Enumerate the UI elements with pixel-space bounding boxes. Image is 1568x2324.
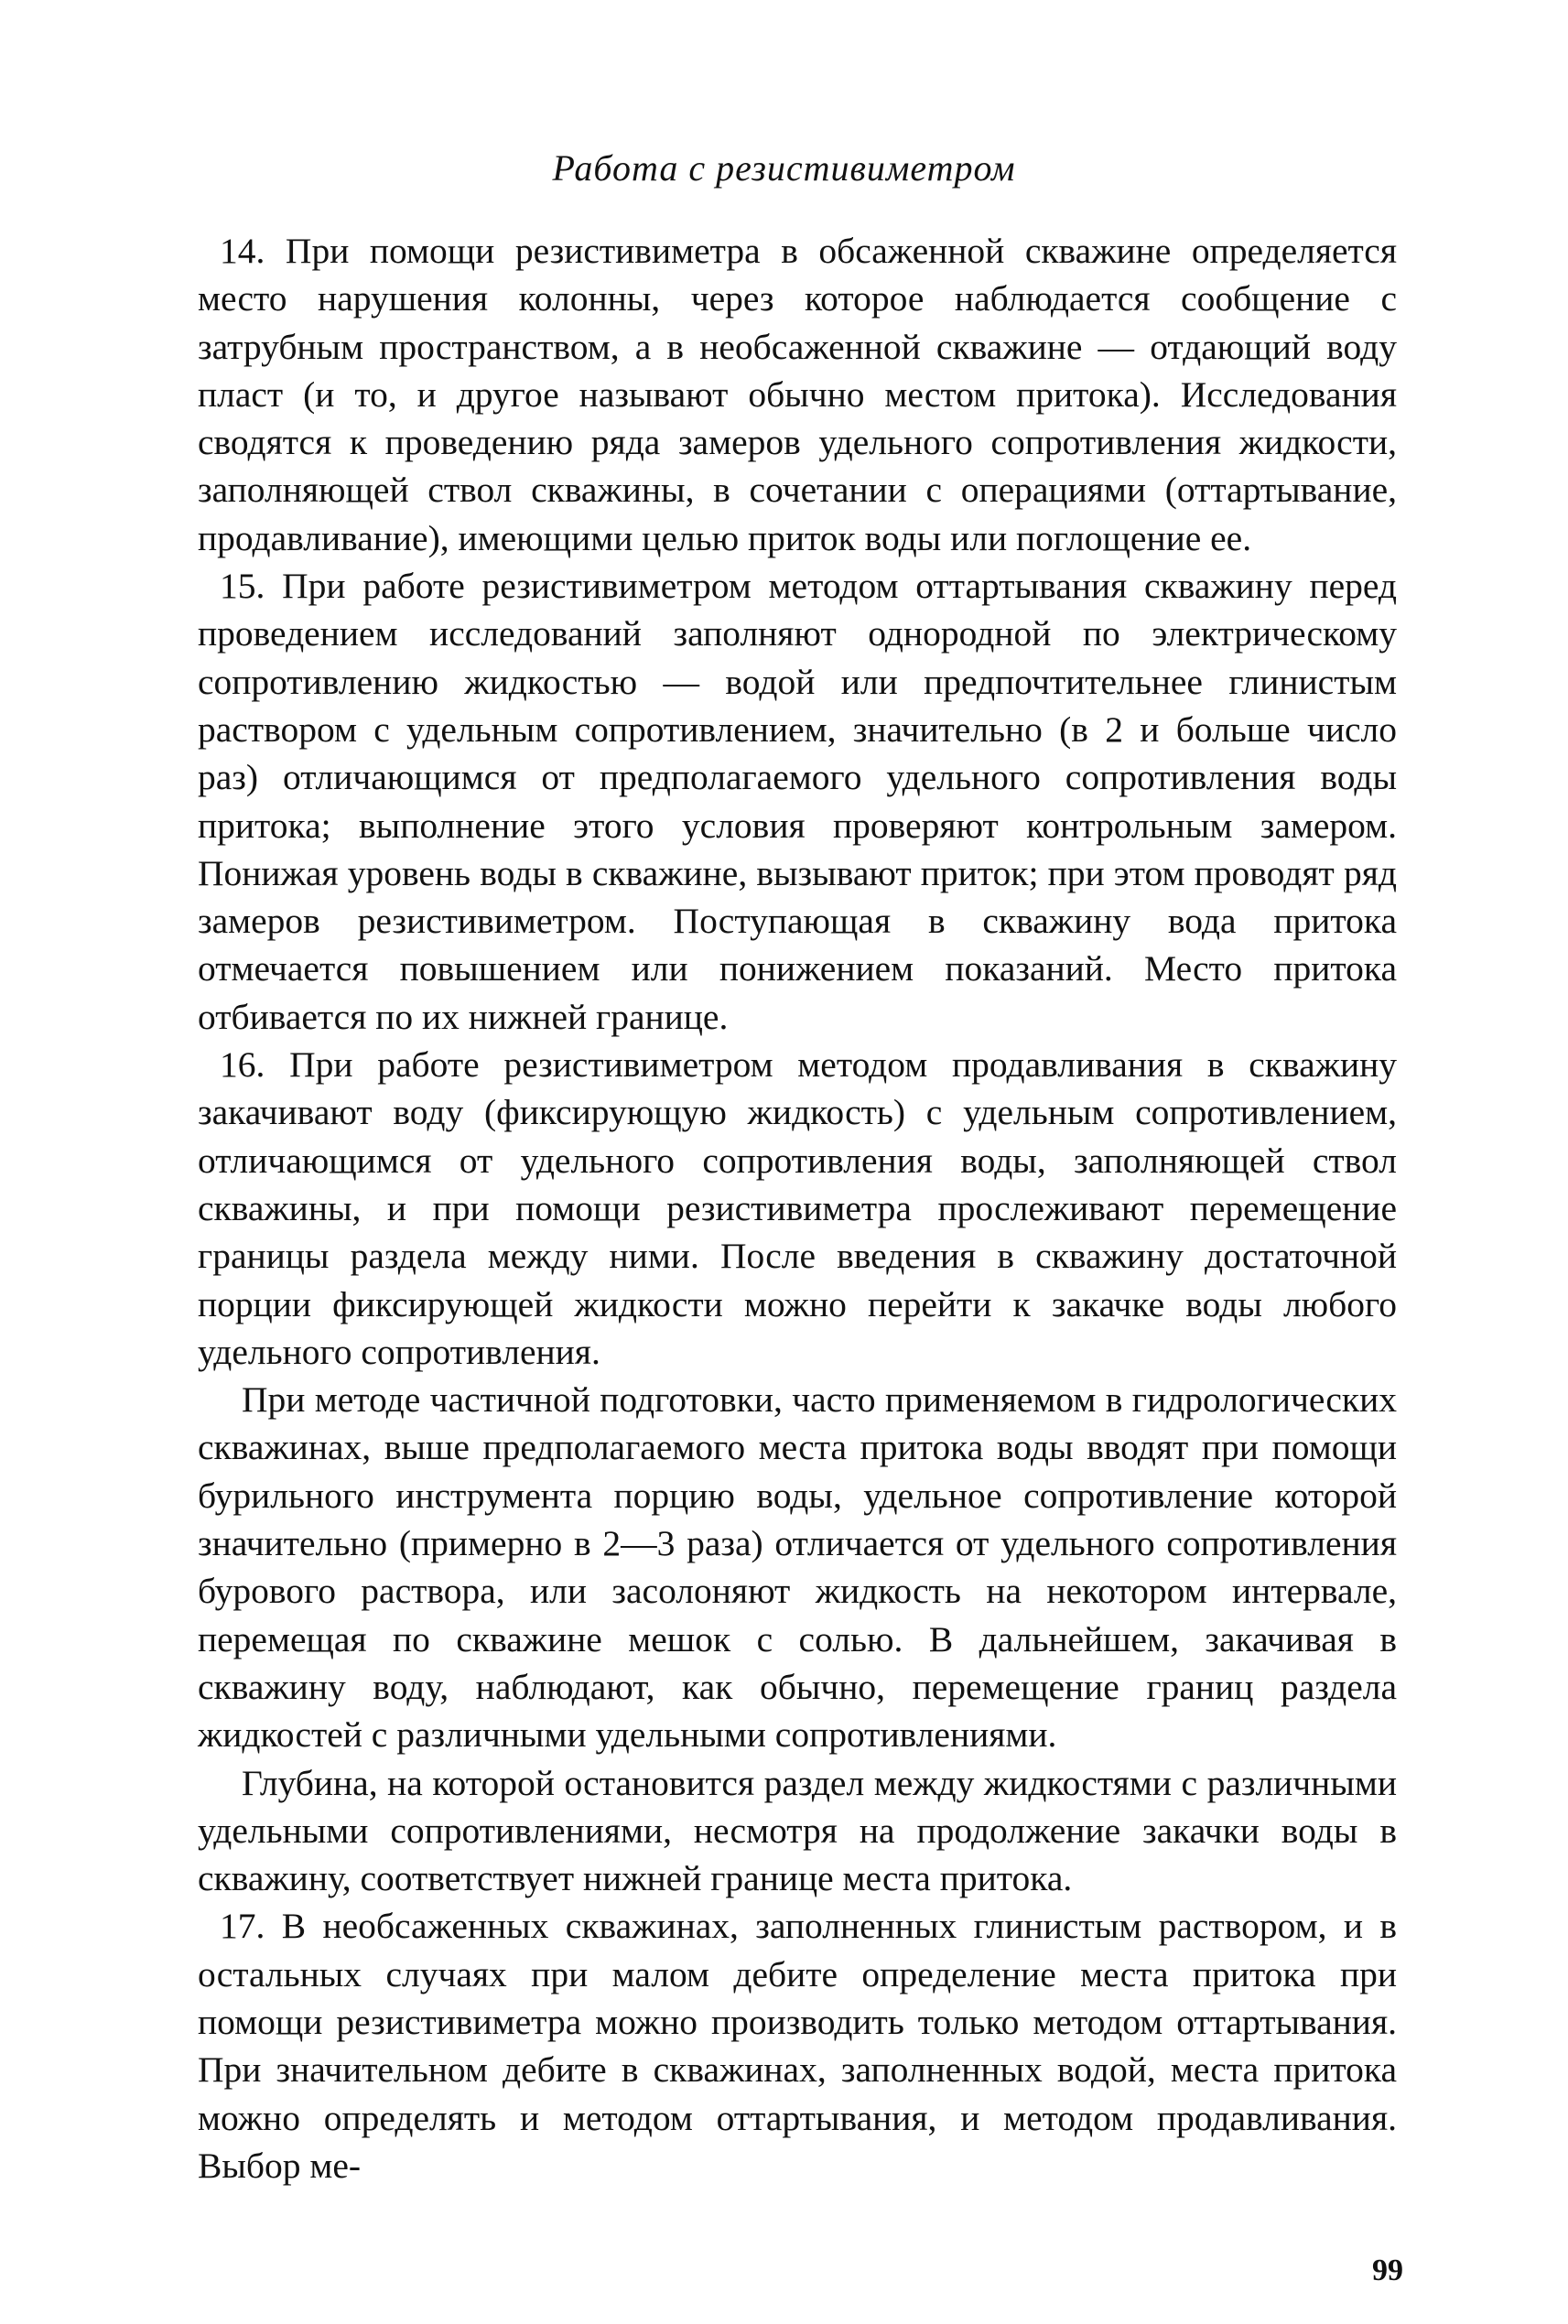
paragraph-16: 16. При работе резистивиметром методом продавливания в скважину закачивают воду (фиксирующую жидкость) с удельным сопротивлением, отличающимся от удельного сопротивления воды, заполняющей ствол скважины, и при помощи резистивиметра прослеживают перемещение границы раздела между ними. После введения в скважину достаточной порции фиксирующей жидкости можно перейти к закачке воды любого удельного сопротивления.: [198, 1044, 1397, 1372]
page-number: 99: [1372, 2254, 1403, 2287]
paragraph-15: 15. При работе резистивиметром методом оттартывания скважину перед проведением исследований заполняют однородной по электрическому сопротивлению жидкостью — водой или предпочтительнее глинистым раствором с удельным сопротивлением, значительно (в 2 и больше число раз) отличающимся от предполагаемого удельного сопротивления воды притока; выполнение этого условия проверяют контрольным замером. Понижая уровень воды в скважине, вызывают приток; при этом проводят ряд замеров резистивиметром. Поступающая в скважину вода притока отмечается повышением или понижением показаний. Место притока отбивается по их нижней границе.: [198, 566, 1397, 1037]
body-text: [198, 227, 1397, 2189]
paragraph-depth: Глубина, на которой остановится раздел между жидкостями с различными удельными сопротивлениями, несмотря на продолжение закачки воды в скважину, соответствует нижней границе места притока.: [198, 1762, 1397, 1899]
paragraph-17: 17. В необсаженных скважинах, заполненных глинистым раствором, и в остальных случаях при малом дебите определение места притока при помощи резистивиметра можно производить только методом оттартывания. При значительном дебите в скважинах, заполненных водой, места притока можно определять и методом оттартывания, и методом продавливания. Выбор ме-: [198, 1906, 1397, 2186]
section-title: Работа с резистивиметром: [552, 147, 1016, 189]
paragraph-partial-preparation: При методе частичной подготовки, часто применяемом в гидрологических скважинах, выше предполагаемого места притока воды вводят при помощи бурильного инструмента порцию воды, удельное сопротивление которой значительно (примерно в 2—3 раза) отличается от удельного сопротивления бурового раствора, или засолоняют жидкость на некотором интервале, перемещая по скважине мешок с солью. В дальнейшем, закачивая в скважину воду, наблюдают, как обычно, перемещение границ раздела жидкостей с различными удельными сопротивлениями.: [198, 1379, 1397, 1756]
paragraph-14: 14. При помощи резистивиметра в обсаженной скважине определяется место нарушения колонны, через которое наблюдается сообщение с затрубным пространством, а в необсаженной скважине — отдающий воду пласт (и то, и другое называют обычно местом притока). Исследования сводятся к проведению ряда замеров удельного сопротивления жидкости, заполняющей ствол скважины, в сочетании с операциями (оттартывание, продавливание), имеющими целью приток воды или поглощение ее.: [198, 231, 1397, 558]
